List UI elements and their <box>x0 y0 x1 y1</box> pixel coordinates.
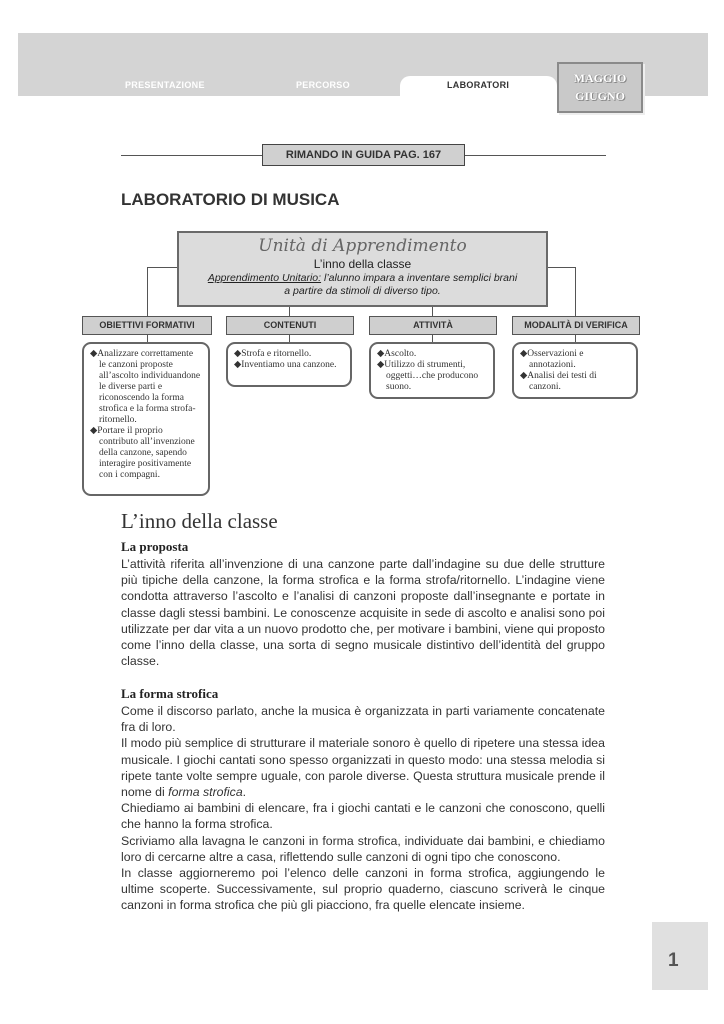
month-line-2: GIUGNO <box>574 89 625 103</box>
page-number: 1 <box>668 950 679 971</box>
category-obiettivi: OBIETTIVI FORMATIVI <box>82 316 212 335</box>
section-title-proposta: La proposta <box>121 539 189 554</box>
contenuti-item: ◆Inventiamo una canzone. <box>234 360 337 370</box>
contenuti-box <box>226 342 352 387</box>
contenuti-item: ◆Strofa e ritornello. <box>234 349 312 359</box>
article-title: L’inno della classe <box>121 509 278 533</box>
unit-box <box>177 231 548 307</box>
connector <box>147 267 178 268</box>
verifica-box <box>512 342 638 399</box>
tab-percorso[interactable]: PERCORSO <box>296 80 350 90</box>
tab-laboratori[interactable]: LABORATORI <box>447 80 510 90</box>
attivita-box <box>369 342 495 399</box>
connector <box>147 267 148 317</box>
connector <box>545 267 576 268</box>
paragraph-part: . <box>242 785 247 800</box>
category-contenuti: CONTENUTI <box>226 316 354 335</box>
section-text-forma-strofica <box>121 703 605 914</box>
paragraph: In classe aggiorneremo poi l’elenco delle canzoni in forma strofica, aggiungendo le ultime scoperte. Successivamente, sul proprio quaderno, ciascuno scriverà le cinque canzoni in forma strofica che più gli piacciono, fra quelle elencate insieme. <box>121 866 605 913</box>
category-verifica: MODALITÀ DI VERIFICA <box>512 316 640 335</box>
obiettivi-box <box>82 342 210 496</box>
obiettivi-item: ◆Analizzare correttamente le canzoni proposte all’ascolto individuandone le diverse parti e riconoscendo la forma strofica e la forma strofa-ritornello. <box>90 349 201 425</box>
paragraph-part: Il modo più semplice di strutturare il materiale sonoro è quello di ripetere una stessa idea musicale. I giochi cantati sono spesso organizzati in questo modo: una stessa melodia si ripete tante volte sempre uguale, con parole diverse. Questa struttura musicale prende il nome di <box>121 736 605 800</box>
unit-description <box>179 272 546 298</box>
unit-label: Apprendimento Unitario: <box>207 272 322 284</box>
month-line-1: MAGGIO <box>573 71 627 85</box>
paragraph: Come il discorso parlato, anche la musica è organizzata in parti variamente concatenate fra di loro. <box>121 704 605 735</box>
unit-desc-2: a partire da stimoli di diverso tipo. <box>284 285 441 297</box>
attivita-item: ◆Utilizzo di strumenti, oggetti…che producono suono. <box>377 360 479 392</box>
paragraph: Chiediamo ai bambini di elencare, fra i giochi cantati e le canzoni che conoscono, quelli che hanno la forma strofica. <box>121 801 605 832</box>
paragraph <box>121 735 605 800</box>
paragraph-emphasis: forma strofica <box>168 785 243 800</box>
connector <box>575 267 576 317</box>
section-title-forma-strofica: La forma strofica <box>121 686 219 701</box>
category-attivita: ATTIVITÀ <box>369 316 497 335</box>
unit-subtitle: L’inno della classe <box>313 257 412 271</box>
section-text-proposta: L’attività riferita all’invenzione di una canzone parte dall’indagine su due delle strutture più tipiche della canzone, la forma strofica e la forma strofa/ritornello. L’indagine viene condotta attraverso l’ascolto e l’analisi di canzoni proposte dall’insegnante e portate in classe dagli stessi bambini. Le conoscenze acquisite in sede di ascolto e analisi sono poi utilizzate per dar vita a un nuovo prodotto che, per motivare i bambini, viene qui proposto come l’inno della classe, una sorta di segno musicale distintivo dell’identità del gruppo classe. <box>121 557 605 669</box>
rimando-label: RIMANDO IN GUIDA PAG. 167 <box>262 144 465 166</box>
page-number-tab <box>652 922 708 990</box>
month-badge <box>557 62 643 113</box>
unit-desc-1: l’alunno impara a inventare semplici brani <box>321 272 518 284</box>
unit-title: Unità di Apprendimento <box>258 236 467 256</box>
obiettivi-item: ◆Portare il proprio contributo all’invenzione della canzone, sapendo interagire positivamente con i compagni. <box>90 426 195 480</box>
lab-title: LABORATORIO DI MUSICA <box>121 190 340 209</box>
tab-presentazione[interactable]: PRESENTAZIONE <box>125 80 205 90</box>
verifica-item: ◆Osservazioni e annotazioni. <box>520 349 584 370</box>
paragraph: Scriviamo alla lavagna le canzoni in forma strofica, individuate dai bambini, e chiediamo loro di cercarne altre a casa, riflettendo sulle canzoni di ogni tipo che conoscono. <box>121 833 605 864</box>
attivita-item: ◆Ascolto. <box>377 349 417 359</box>
verifica-item: ◆Analisi dei testi di canzoni. <box>520 371 597 392</box>
